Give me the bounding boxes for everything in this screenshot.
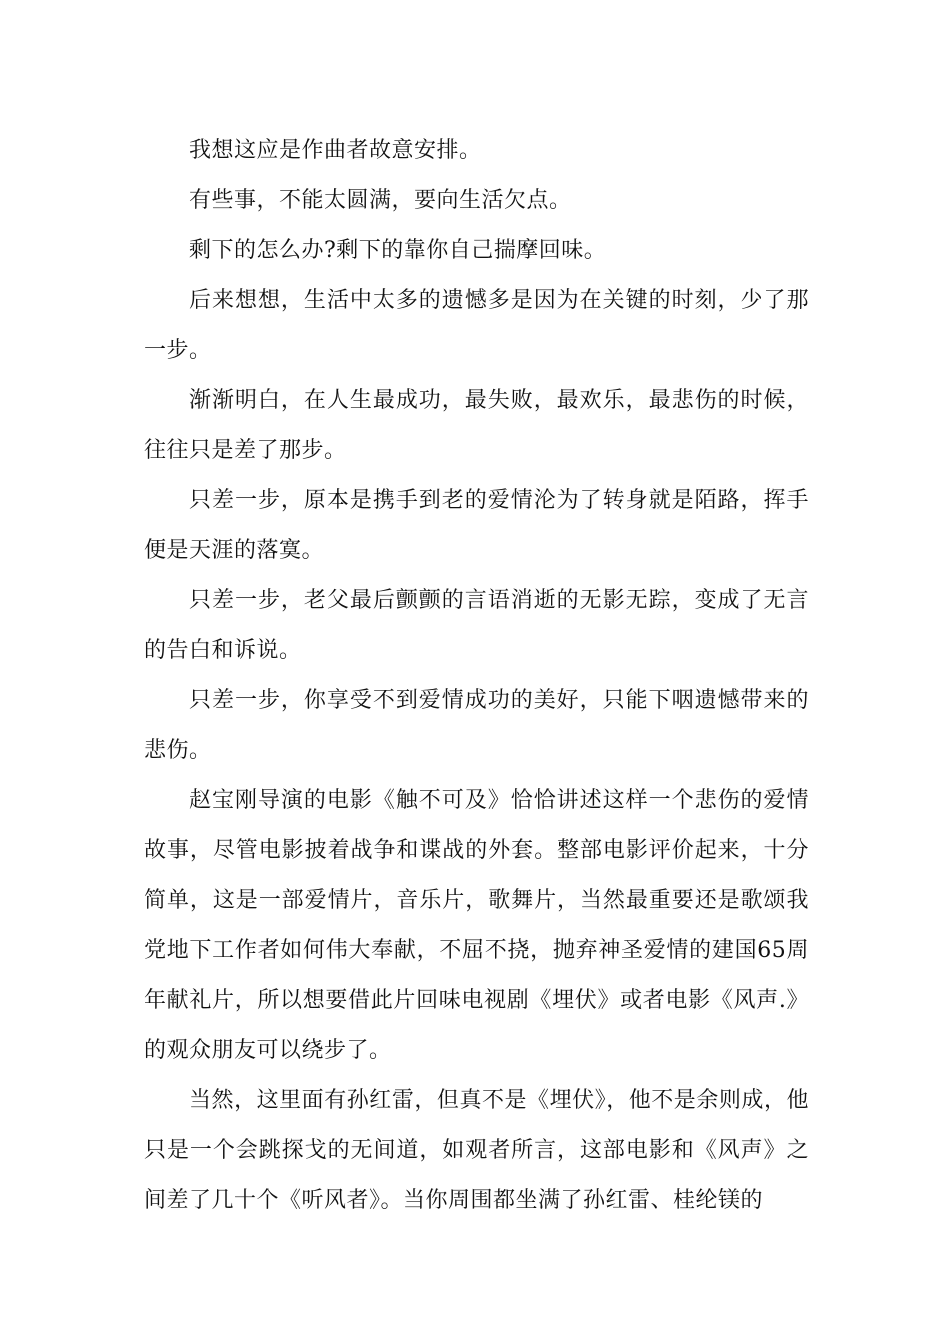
- paragraph: 赵宝刚导演的电影《触不可及》恰恰讲述这样一个悲伤的爱情故事，尽管电影披着战争和谍战的外套。整部电影评价起来，十分简单，这是一部爱情片，音乐片，歌舞片，当然最重要还是歌颂我党地下工作者如何伟大奉献，不屈不挠，抛弃神圣爱情的建国65周年献礼片，所以想要借此片回味电视剧《埋伏》或者电影《风声.》的观众朋友可以绕步了。: [144, 788, 809, 1063]
- paragraph: 只差一步，原本是携手到老的爱情沦为了转身就是陌路，挥手便是天涯的落寞。: [144, 488, 809, 563]
- paragraph: 有些事，不能太圆满，要向生活欠点。: [189, 188, 572, 213]
- paragraph: 后来想想，生活中太多的遗憾多是因为在关键的时刻，少了那一步。: [144, 288, 809, 363]
- paragraph: 我想这应是作曲者故意安排。: [189, 138, 482, 163]
- paragraph: 渐渐明白，在人生最成功，最失败，最欢乐，最悲伤的时候，往往只是差了那步。: [144, 388, 809, 463]
- paragraph: 只差一步，老父最后颤颤的言语消逝的无影无踪，变成了无言的告白和诉说。: [144, 588, 809, 663]
- paragraph: 剩下的怎么办?剩下的靠你自己揣摩回味。: [189, 238, 607, 263]
- document-body: [144, 126, 809, 1226]
- paragraph: 只差一步，你享受不到爱情成功的美好，只能下咽遗憾带来的悲伤。: [144, 688, 809, 763]
- paragraph: 当然，这里面有孙红雷，但真不是《埋伏》，他不是余则成，他只是一个会跳探戈的无间道，如观者所言，这部电影和《风声》之间差了几十个《听风者》。当你周围都坐满了孙红雷、桂纶镁的: [144, 1088, 809, 1213]
